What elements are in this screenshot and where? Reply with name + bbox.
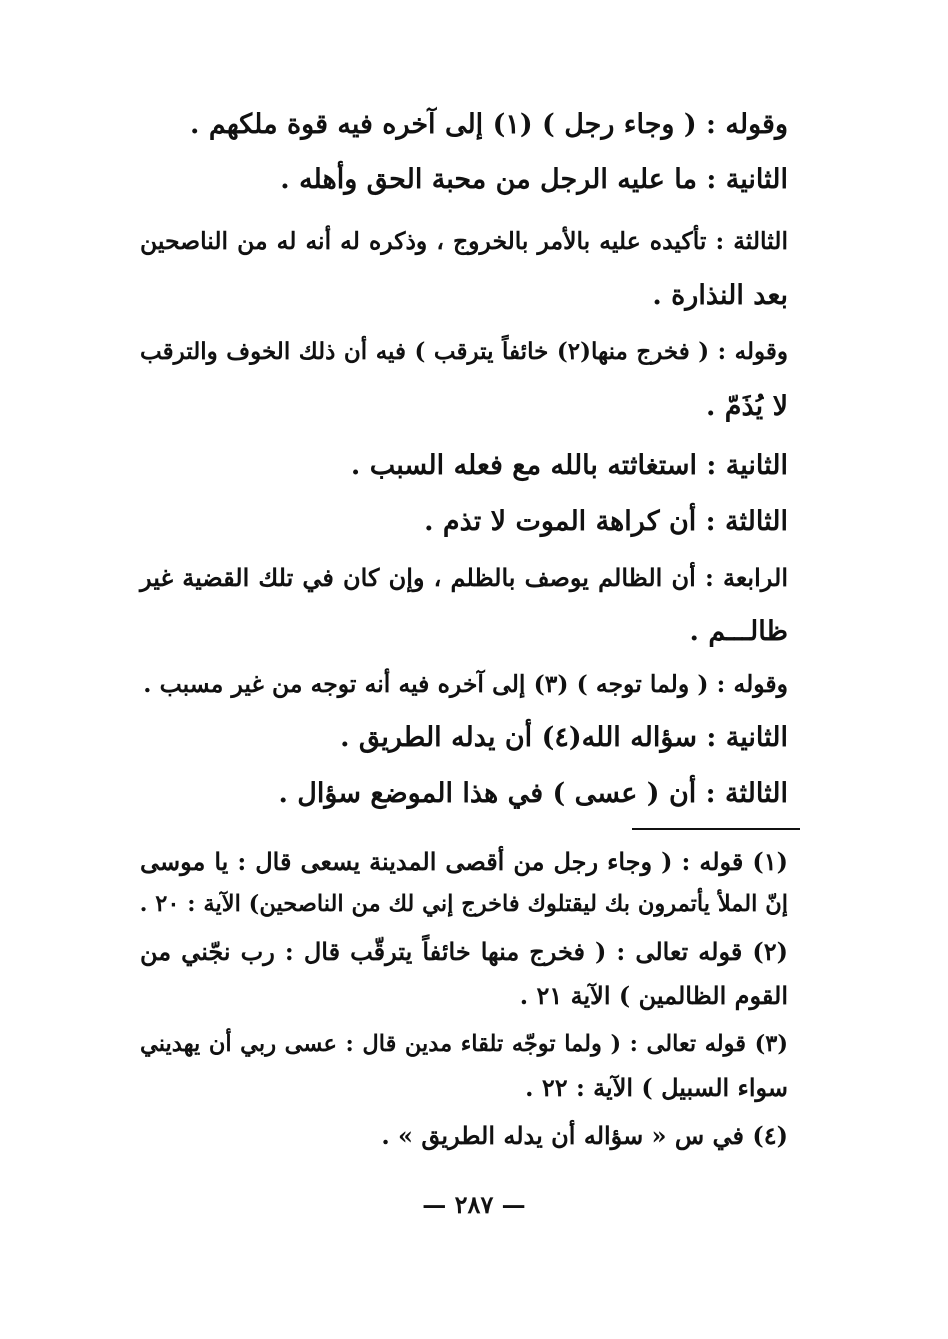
footnote-line: (٤) في س « سؤاله أن يدله الطريق » . [381,1121,788,1150]
footnote-line: (٣) قوله تعالى : ( ولما توجّه تلقاء مدين قال : عسى ربي أن يهديني [140,1031,788,1057]
text-line: بعد النذارة . [652,280,788,311]
text-line: لا يُذَمّ . [705,391,788,422]
footnote-line: (٢) قوله تعالى : ( فخرج منها خائفاً يترقّب قال : رب نجّني من [140,937,788,966]
footnote-line: إنّ الملأ يأتمرون بك ليقتلوك فاخرج إني لك من الناصحين) الآية : ٢٠ . [139,891,788,917]
text-line: وقوله : ( فخرج منها(٢) خائفاً يترقب ) فيه أن ذلك الخوف والترقب [140,338,789,365]
footnote-separator [632,828,800,830]
text-line: الثانية : ما عليه الرجل من محبة الحق وأهله . [280,164,788,195]
text-line: الرابعة : أن الظالم يوصف بالظلم ، وإن كان في تلك القضية غير [140,563,788,592]
text-line: وقوله : ( ولما توجه ) (٣) إلى آخره فيه أنه توجه من غير مسبب . [143,670,788,698]
text-line: الثانية : استغاثته بالله مع فعله السبب . [350,450,788,481]
text-line: الثالثة : تأكيده عليه بالأمر بالخروج ، وذكره له أنه له من الناصحين [140,227,788,255]
footnote-line: (١) قوله : ( وجاء رجل من أقصى المدينة يسعى قال : يا موسى [140,847,788,876]
text-line: الثانية : سؤاله الله(٤) أن يدله الطريق . [340,722,788,753]
text-line: الثالثة : أن كراهة الموت لا تذم . [424,506,788,537]
text-line: ظالـــم . [689,616,788,647]
page-number: — ٢٨٧ — [422,1190,526,1219]
footnote-line: القوم الظالمين ) الآية ٢١ . [519,981,788,1010]
footnote-line: سواء السبيل ) الآية : ٢٢ . [525,1073,788,1102]
text-line: وقوله : ( وجاء رجل ) (١) إلى آخره فيه قوة ملكهم . [190,109,788,140]
text-line: الثالثة : أن ( عسى ) في هذا الموضع سؤال . [278,778,788,809]
